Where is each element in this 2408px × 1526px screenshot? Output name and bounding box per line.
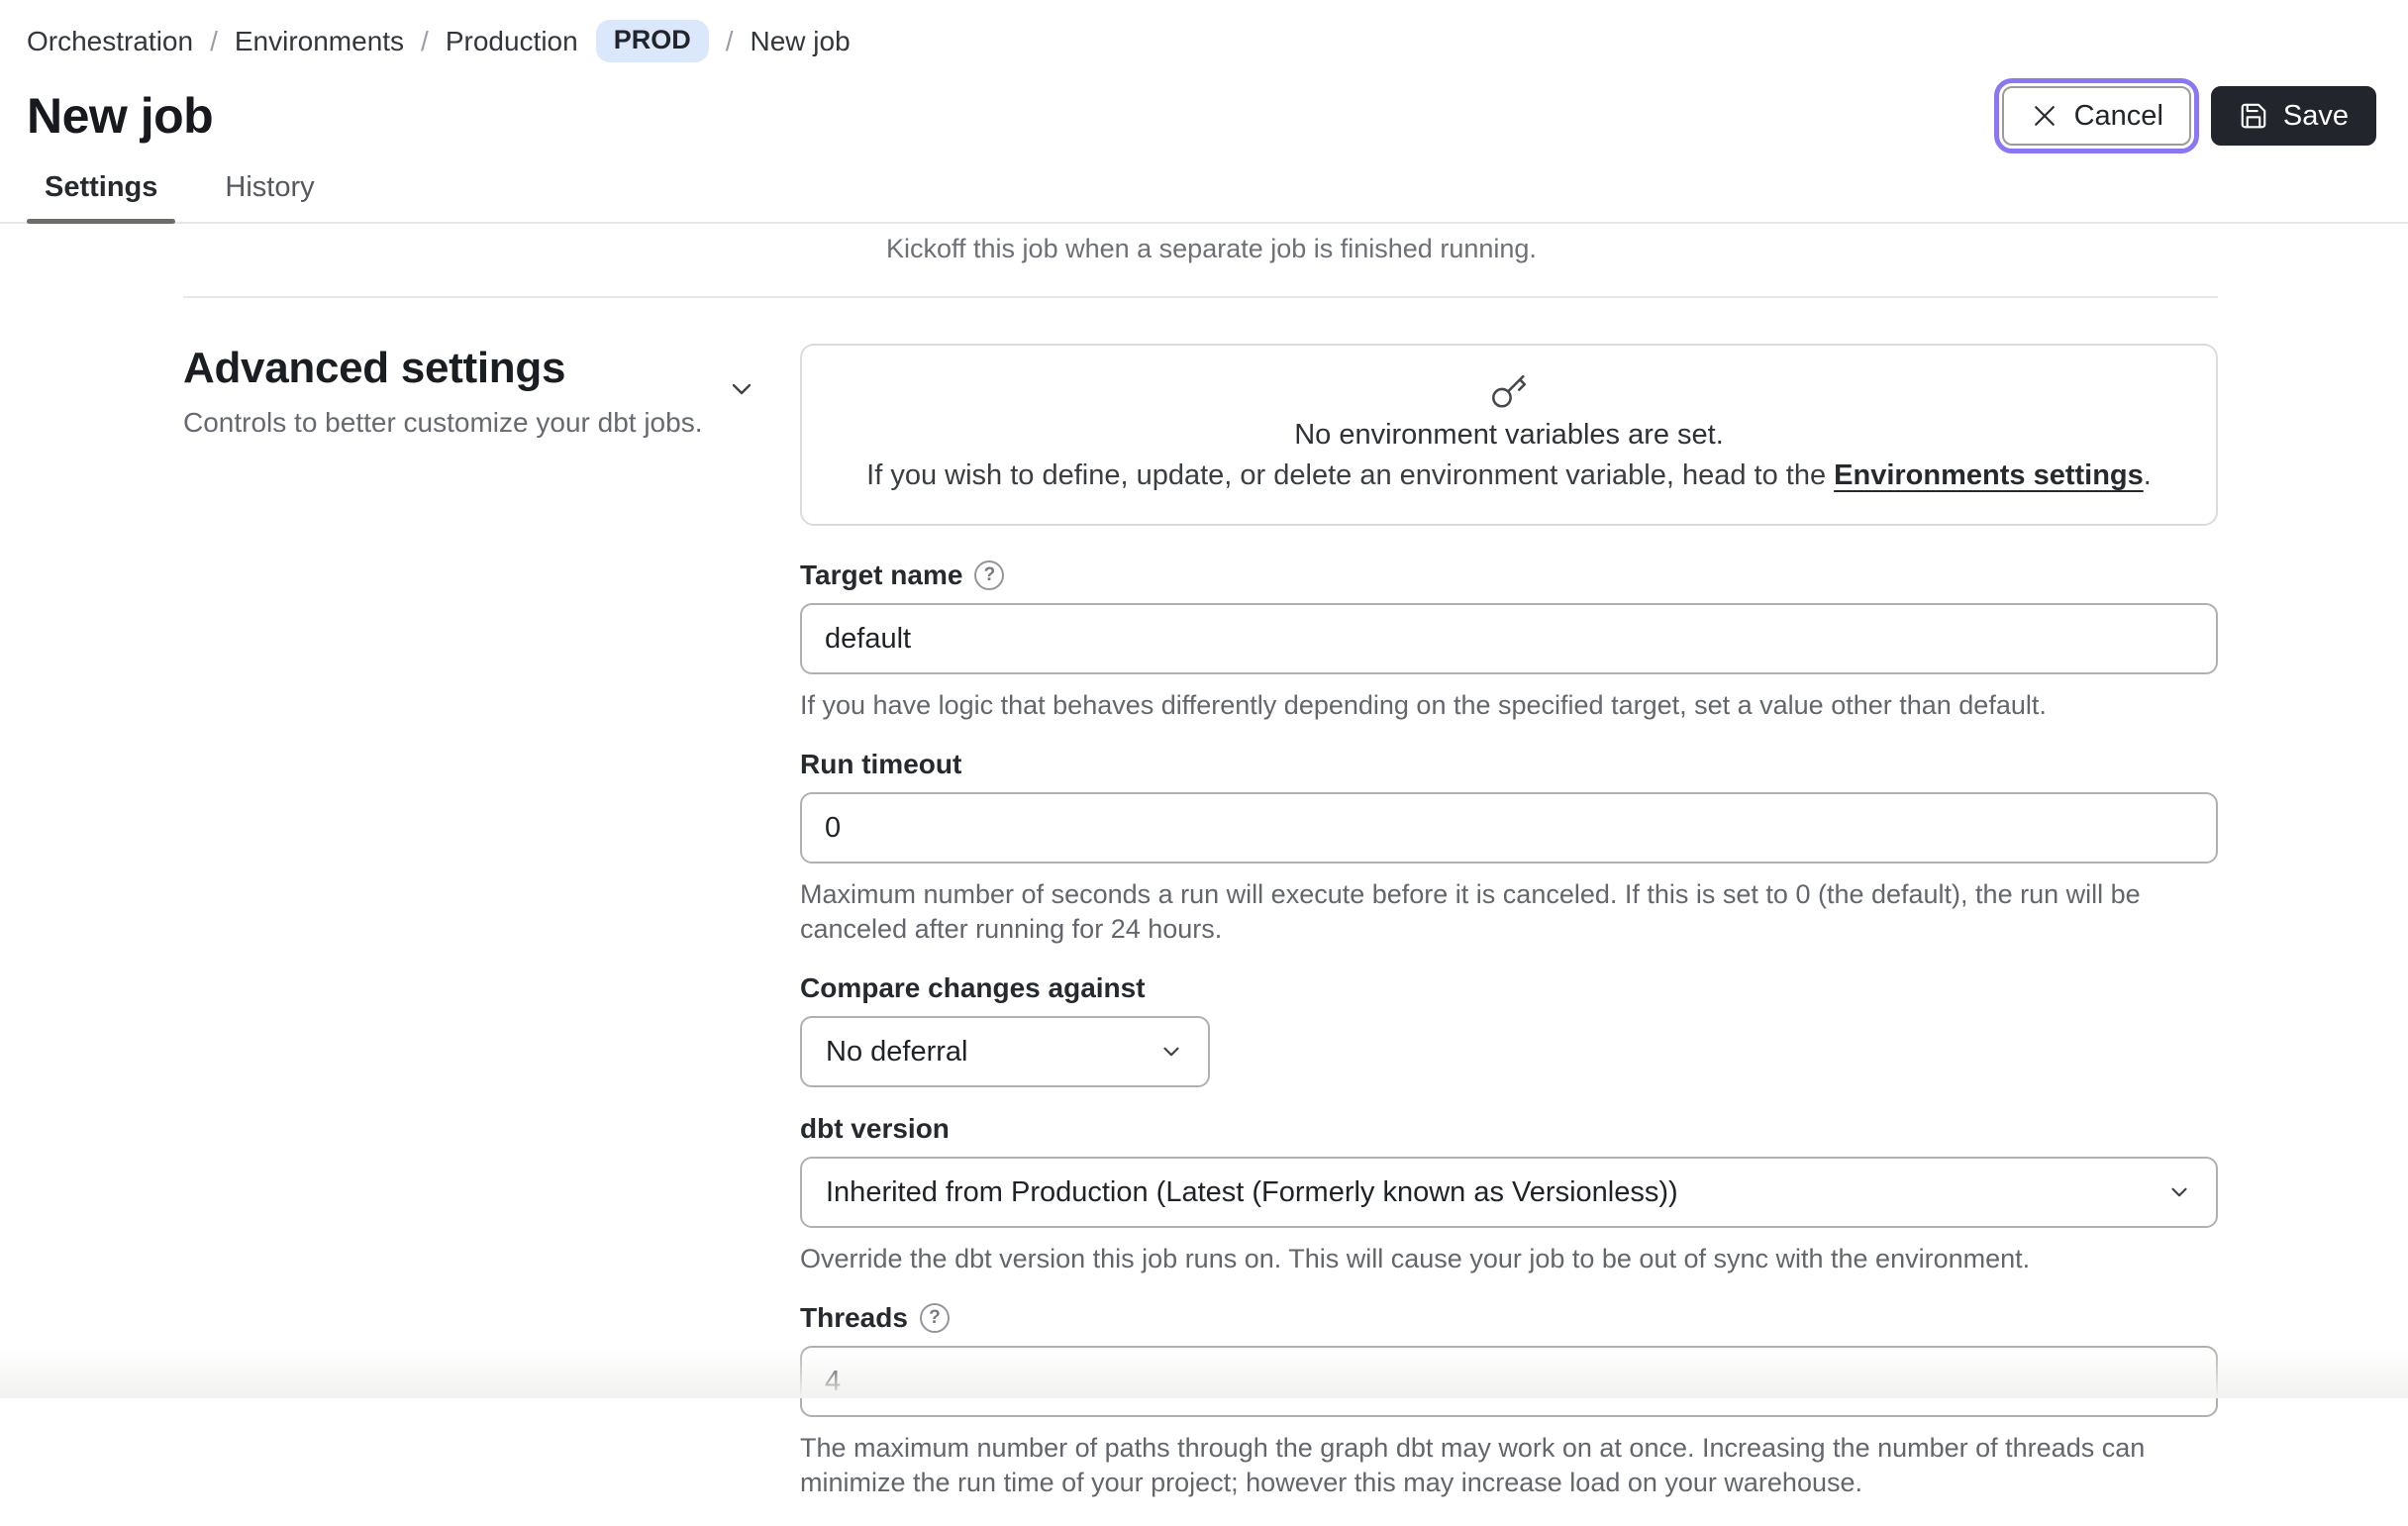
advanced-settings-header — [183, 344, 718, 439]
breadcrumb-production[interactable]: Production — [445, 25, 578, 56]
run-timeout-label: Run timeout — [800, 749, 962, 779]
chevron-down-icon — [2166, 1179, 2192, 1205]
chevron-down-icon — [726, 392, 757, 409]
target-name-help-text: If you have logic that behaves differently depending on the specified target, set a value other than default. — [800, 690, 2047, 720]
breadcrumb-separator: / — [725, 25, 734, 56]
cancel-button-label: Cancel — [2073, 99, 2163, 132]
advanced-settings-fields — [800, 344, 2218, 1526]
threads-label: Threads — [800, 1302, 908, 1333]
breadcrumb-environments[interactable]: Environments — [234, 25, 405, 56]
threads-help-icon[interactable]: ? — [920, 1303, 950, 1333]
header-actions — [2002, 86, 2376, 146]
breadcrumb-current: New job — [750, 25, 851, 56]
field-dbt-version — [800, 1113, 2218, 1276]
tab-bar — [0, 146, 2408, 224]
env-empty-body-prefix: If you wish to define, update, or delete an environment variable, head to the — [866, 459, 1835, 491]
run-timeout-input[interactable] — [800, 792, 2218, 864]
env-empty-body — [842, 459, 2176, 492]
key-icon — [842, 373, 2176, 411]
breadcrumb-orchestration[interactable]: Orchestration — [27, 25, 194, 56]
job-settings-content — [0, 234, 2408, 1526]
advanced-settings-title: Advanced settings — [183, 344, 566, 392]
compare-changes-select[interactable] — [800, 1016, 1210, 1087]
env-empty-body-suffix: . — [2143, 459, 2152, 491]
breadcrumb-separator: / — [421, 25, 429, 56]
save-button-label: Save — [2282, 99, 2349, 132]
run-timeout-help-text: Maximum number of seconds a run will execute before it is canceled. If this is set to 0 (the default), the run will be canceled after running for 24 hours. — [800, 879, 2141, 944]
kickoff-description: Kickoff this job when a separate job is finished running. — [886, 234, 1537, 263]
threads-help-text: The maximum number of paths through the graph dbt may work on at once. Increasing the number of threads can minimize the run time of your project; however this may increase load on your warehouse. — [800, 1433, 2146, 1497]
dbt-version-select[interactable] — [800, 1157, 2218, 1228]
save-button[interactable] — [2211, 86, 2376, 146]
chevron-down-icon — [1158, 1039, 1184, 1065]
prod-badge: PROD — [596, 20, 709, 62]
field-target-name — [800, 560, 2218, 723]
dbt-version-label: dbt version — [800, 1113, 950, 1144]
field-compare-changes — [800, 972, 2218, 1087]
environment-variables-empty-state — [800, 344, 2218, 526]
target-name-input[interactable] — [800, 603, 2218, 674]
breadcrumb — [0, 0, 2408, 62]
dbt-version-value: Inherited from Production (Latest (Formerly known as Versionless)) — [826, 1175, 1678, 1208]
close-icon — [2030, 101, 2059, 131]
page-header — [0, 0, 2408, 224]
target-name-label: Target name — [800, 560, 963, 590]
cancel-button[interactable] — [2002, 86, 2191, 146]
tab-history[interactable]: History — [225, 171, 315, 203]
breadcrumb-separator: / — [210, 25, 218, 56]
field-run-timeout — [800, 749, 2218, 947]
collapse-section-button[interactable] — [726, 373, 757, 405]
environments-settings-link[interactable]: Environments settings — [1834, 459, 2144, 491]
save-icon — [2239, 101, 2268, 131]
target-name-help-icon[interactable]: ? — [974, 560, 1004, 590]
tab-settings[interactable]: Settings — [27, 171, 175, 222]
field-threads — [800, 1302, 2218, 1500]
advanced-settings-section — [0, 298, 2408, 1526]
compare-changes-value: No deferral — [826, 1035, 968, 1068]
threads-input[interactable] — [800, 1346, 2218, 1417]
env-empty-title: No environment variables are set. — [1294, 419, 1724, 451]
advanced-settings-subtitle: Controls to better customize your dbt jobs. — [183, 407, 703, 438]
page-title: New job — [27, 88, 214, 144]
compare-changes-label: Compare changes against — [800, 972, 1146, 1003]
dbt-version-help-text: Override the dbt version this job runs on. This will cause your job to be out of sync with the environment. — [800, 1244, 2031, 1273]
